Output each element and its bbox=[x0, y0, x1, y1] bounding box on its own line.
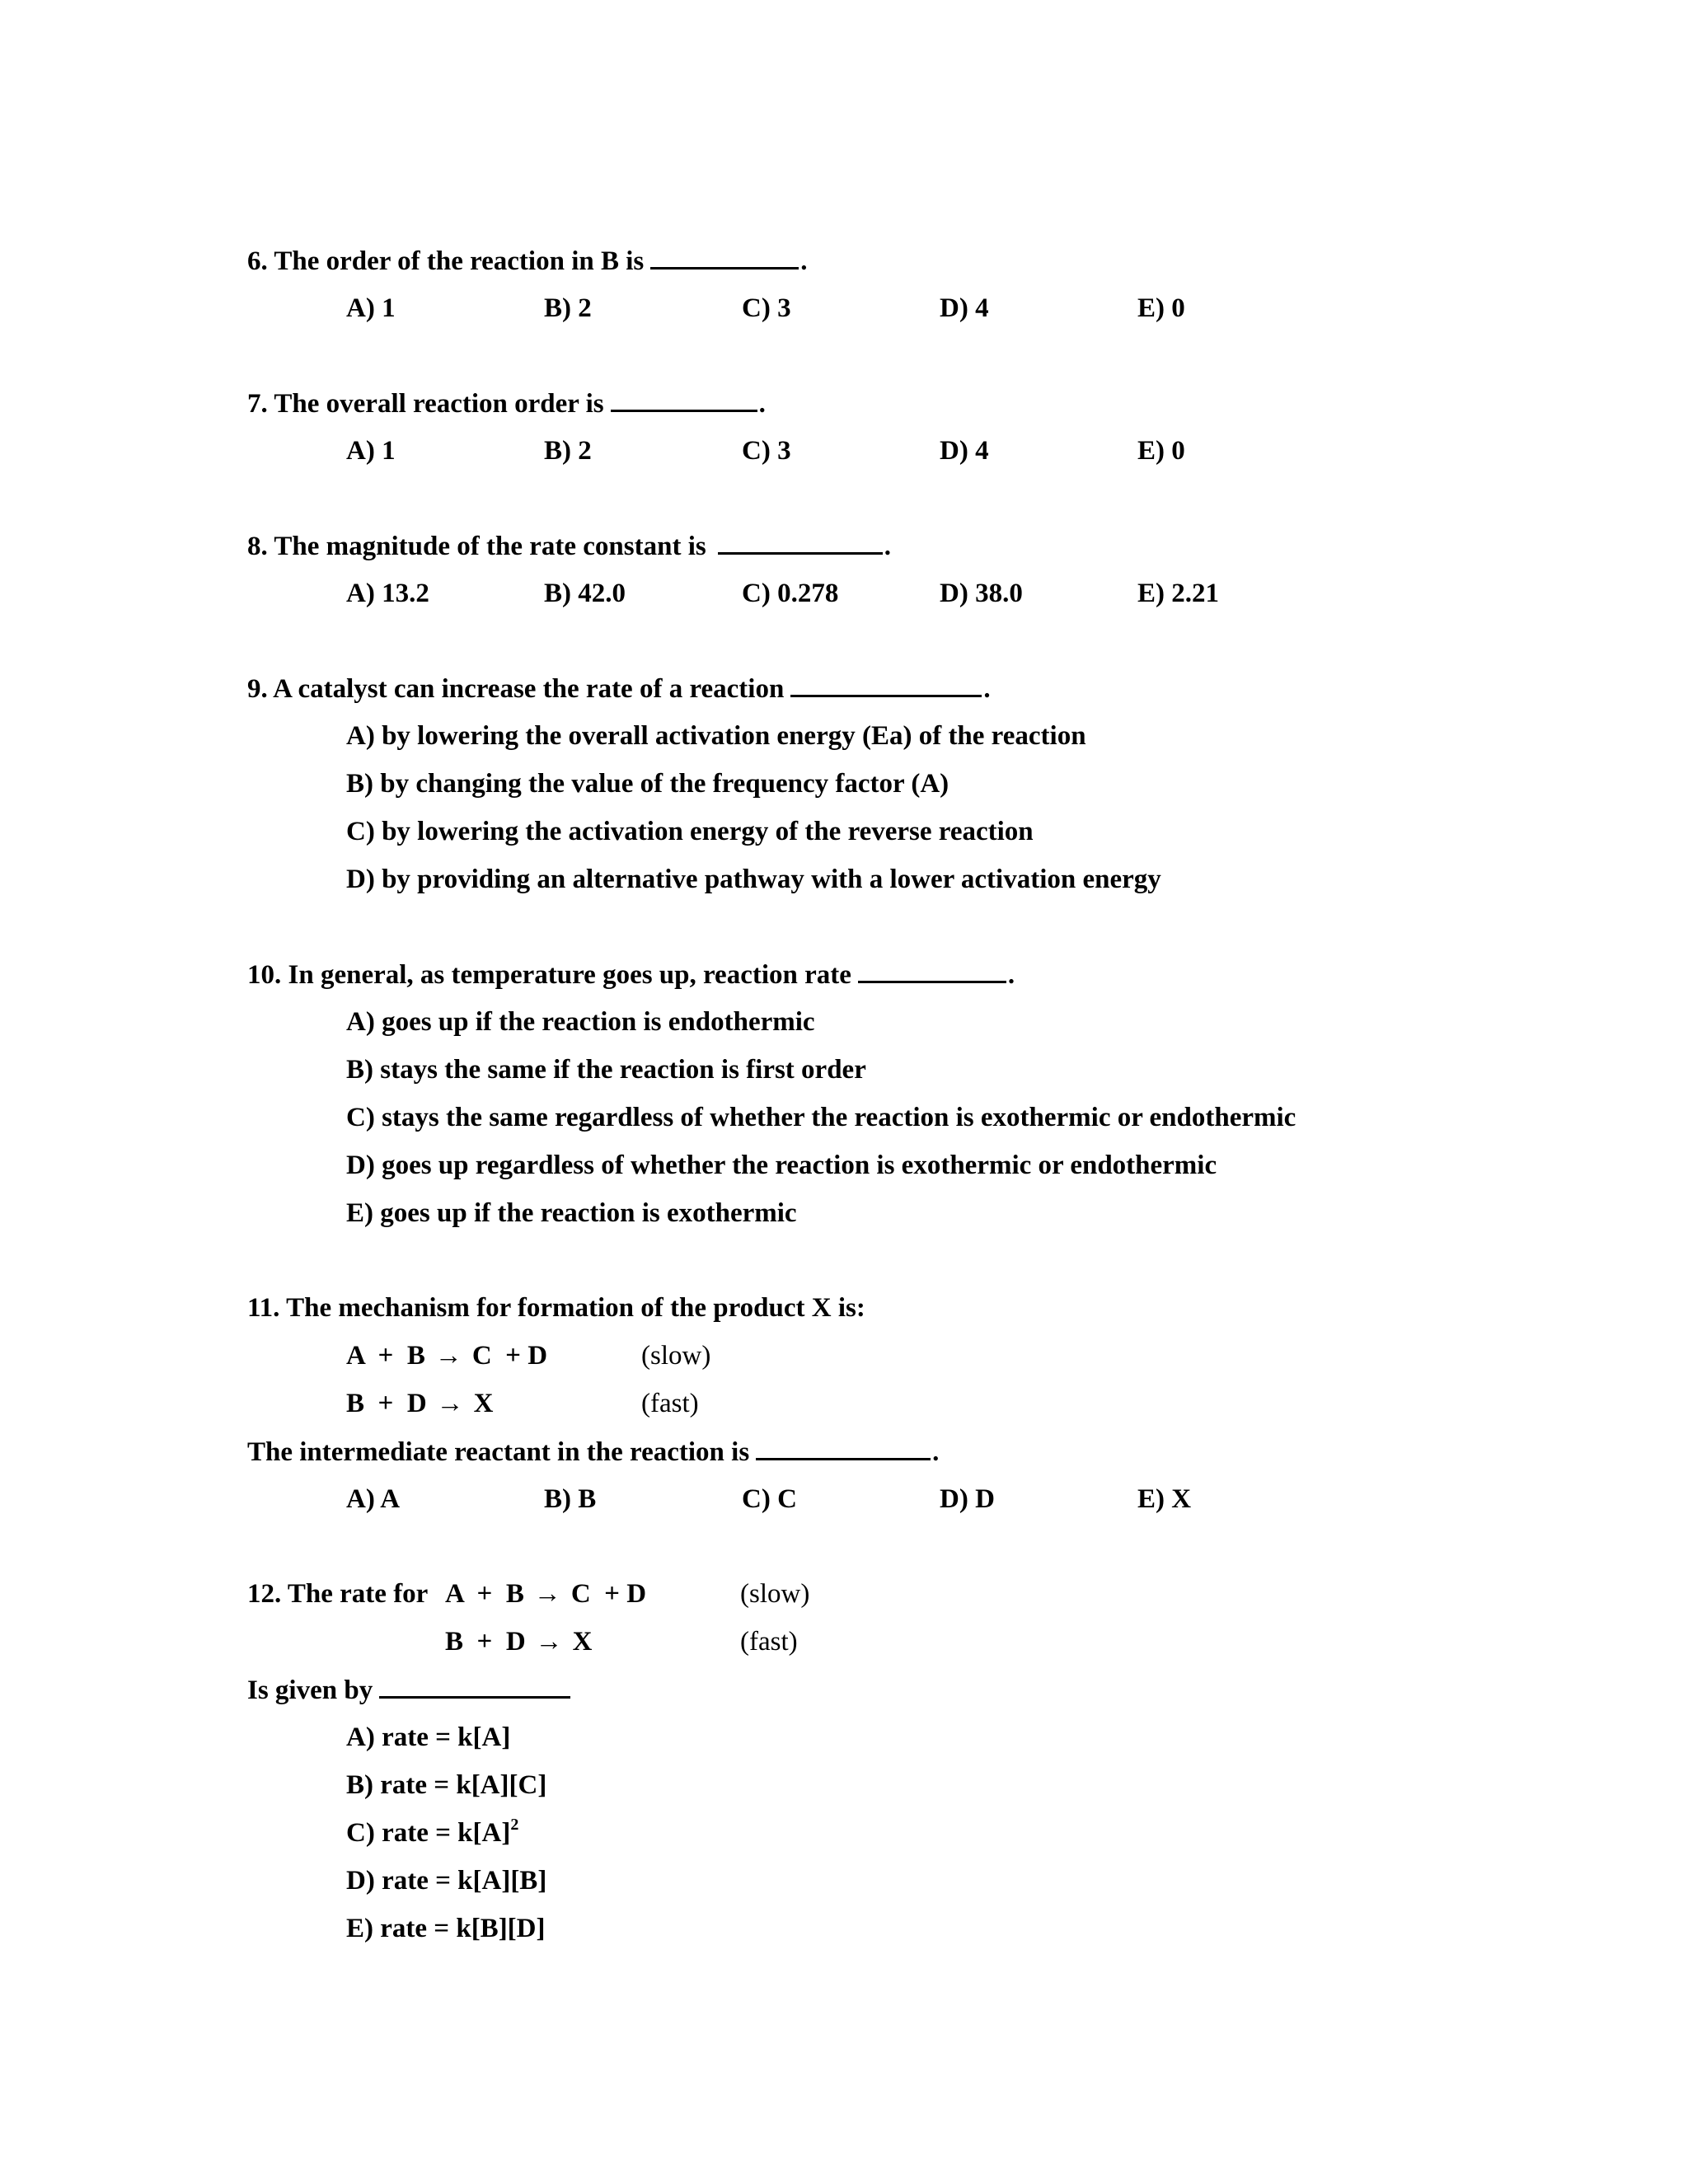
q12-option-b[interactable]: B) rate = k[A][C] bbox=[346, 1770, 547, 1800]
answer-blank[interactable] bbox=[790, 675, 982, 697]
question-6-text: 6. The order of the reaction in B is bbox=[247, 246, 645, 276]
q8-option-a[interactable]: A) 13.2 bbox=[346, 579, 429, 608]
q10-option-c[interactable]: C) stays the same regardless of whether the reaction is exothermic or endothermic bbox=[346, 1103, 1296, 1132]
question-6-stem bbox=[247, 247, 808, 275]
arrow-right-icon: → bbox=[434, 1341, 462, 1371]
step-products: X bbox=[473, 1389, 494, 1418]
q12-prompt bbox=[247, 1676, 570, 1704]
q11-option-c[interactable]: C) C bbox=[742, 1484, 797, 1514]
q12-option-e[interactable]: E) rate = k[B][D] bbox=[346, 1914, 546, 1943]
answer-blank[interactable] bbox=[756, 1438, 931, 1460]
q8-option-e[interactable]: E) 2.21 bbox=[1137, 579, 1219, 608]
period: . bbox=[1007, 960, 1015, 990]
q9-option-a[interactable]: A) by lowering the overall activation energy (Ea) of the reaction bbox=[346, 721, 1086, 751]
step-products: C + D bbox=[471, 1341, 548, 1371]
q11-option-a[interactable]: A) A bbox=[346, 1484, 401, 1514]
q8-option-c[interactable]: C) 0.278 bbox=[742, 579, 839, 608]
q7-option-d[interactable]: D) 4 bbox=[940, 436, 989, 466]
q6-option-a[interactable]: A) 1 bbox=[346, 293, 396, 323]
question-7-stem bbox=[247, 390, 766, 418]
question-9-text: 9. A catalyst can increase the rate of a reaction bbox=[247, 674, 785, 704]
q9-option-b[interactable]: B) by changing the value of the frequency factor (A) bbox=[346, 769, 950, 799]
q6-option-b[interactable]: B) 2 bbox=[544, 293, 592, 323]
q10-option-a[interactable]: A) goes up if the reaction is endothermic bbox=[346, 1007, 815, 1037]
q11-step-1-speed: (slow) bbox=[641, 1341, 711, 1371]
exponent: 2 bbox=[510, 1816, 519, 1834]
question-11-stem: 11. The mechanism for formation of the product X is: bbox=[247, 1293, 865, 1323]
period: . bbox=[758, 389, 766, 419]
q12-mechanism-step-2 bbox=[445, 1629, 593, 1656]
q9-option-d[interactable]: D) by providing an alternative pathway with a lower activation energy bbox=[346, 865, 1161, 894]
arrow-right-icon: → bbox=[533, 1579, 561, 1609]
step-products: X bbox=[572, 1627, 593, 1657]
question-7-text: 7. The overall reaction order is bbox=[247, 389, 604, 419]
q9-option-c[interactable]: C) by lowering the activation energy of the reverse reaction bbox=[346, 817, 1034, 846]
q11-step-2-speed: (fast) bbox=[641, 1389, 699, 1418]
step-products: C + D bbox=[570, 1579, 647, 1609]
q6-option-e[interactable]: E) 0 bbox=[1137, 293, 1185, 323]
step-reactants: B + D bbox=[346, 1389, 427, 1418]
answer-blank[interactable] bbox=[611, 390, 757, 412]
answer-blank[interactable] bbox=[718, 532, 883, 555]
q8-option-b[interactable]: B) 42.0 bbox=[544, 579, 626, 608]
question-12-stem bbox=[247, 1581, 428, 1608]
question-8-text: 8. The magnitude of the rate constant is bbox=[247, 532, 706, 561]
q11-option-d[interactable]: D) D bbox=[940, 1484, 995, 1514]
q7-option-c[interactable]: C) 3 bbox=[742, 436, 791, 466]
question-8-stem bbox=[247, 532, 891, 560]
q6-option-d[interactable]: D) 4 bbox=[940, 293, 989, 323]
period: . bbox=[932, 1437, 940, 1467]
q12-option-c[interactable] bbox=[346, 1816, 519, 1848]
q8-option-d[interactable]: D) 38.0 bbox=[940, 579, 1023, 608]
answer-blank[interactable] bbox=[858, 961, 1006, 983]
q11-option-b[interactable]: B) B bbox=[544, 1484, 597, 1514]
q10-option-b[interactable]: B) stays the same if the reaction is first order bbox=[346, 1055, 866, 1085]
q12-step-2-speed: (fast) bbox=[740, 1627, 798, 1657]
q11-prompt bbox=[247, 1438, 939, 1466]
period: . bbox=[800, 246, 808, 276]
arrow-right-icon: → bbox=[436, 1389, 464, 1418]
q12-option-a[interactable]: A) rate = k[A] bbox=[346, 1722, 511, 1752]
q12-option-d[interactable]: D) rate = k[A][B] bbox=[346, 1866, 547, 1896]
q11-prompt-text: The intermediate reactant in the reaction is bbox=[247, 1437, 750, 1467]
q6-option-c[interactable]: C) 3 bbox=[742, 293, 791, 323]
q11-mechanism-step-2 bbox=[346, 1390, 494, 1418]
q10-option-d[interactable]: D) goes up regardless of whether the reaction is exothermic or endothermic bbox=[346, 1151, 1217, 1180]
question-10-stem bbox=[247, 961, 1015, 989]
arrow-right-icon: → bbox=[535, 1627, 563, 1657]
q12-prompt-text: Is given by bbox=[247, 1675, 373, 1705]
step-reactants: B + D bbox=[445, 1627, 526, 1657]
q11-option-e[interactable]: E) X bbox=[1137, 1484, 1192, 1514]
q11-mechanism-step-1 bbox=[346, 1343, 547, 1370]
q7-option-e[interactable]: E) 0 bbox=[1137, 436, 1185, 466]
q7-option-b[interactable]: B) 2 bbox=[544, 436, 592, 466]
answer-blank[interactable] bbox=[379, 1676, 570, 1699]
question-12-text: 12. The rate for bbox=[247, 1579, 429, 1609]
q7-option-a[interactable]: A) 1 bbox=[346, 436, 396, 466]
q12-step-1-speed: (slow) bbox=[740, 1579, 810, 1609]
q12-option-c-text: C) rate = k[A] bbox=[346, 1818, 511, 1848]
question-10-text: 10. In general, as temperature goes up, reaction rate bbox=[247, 960, 851, 990]
step-reactants: A + B bbox=[445, 1579, 524, 1609]
q12-mechanism-step-1 bbox=[445, 1581, 646, 1608]
question-9-stem bbox=[247, 675, 991, 703]
answer-blank[interactable] bbox=[650, 247, 799, 269]
step-reactants: A + B bbox=[346, 1341, 425, 1371]
period: . bbox=[983, 674, 991, 704]
period: . bbox=[884, 532, 891, 561]
q10-option-e[interactable]: E) goes up if the reaction is exothermic bbox=[346, 1198, 797, 1228]
